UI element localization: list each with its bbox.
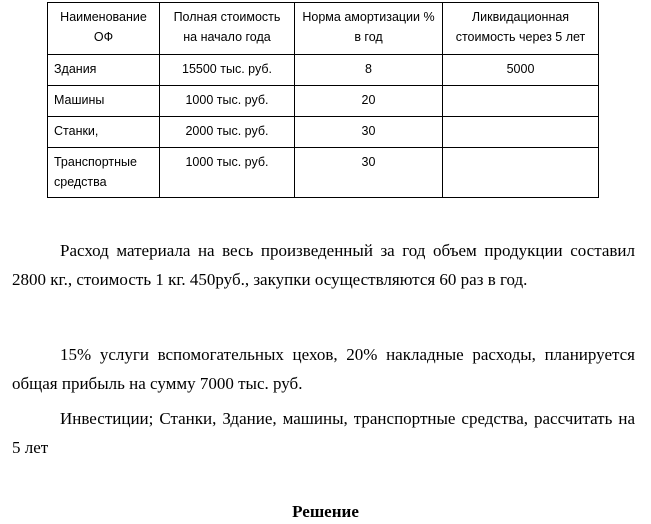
table-row — [48, 148, 599, 198]
table-header-row — [48, 3, 599, 55]
header-depreciation-rate: Норма амортизации % в год — [295, 3, 443, 55]
table-row — [48, 117, 599, 148]
header-salvage-value: Ликвидационная стоимость через 5 лет — [443, 3, 599, 55]
paragraph-text: Инвестиции; Станки, Здание, машины, транспортные средства, рассчитать на 5 лет — [12, 409, 635, 457]
cell-asset-name: Здания — [48, 55, 160, 86]
cell-salvage-value: 5000 — [443, 55, 599, 86]
cell-asset-name: Транспортные средства — [48, 148, 160, 198]
cell-initial-cost: 15500 тыс. руб. — [160, 55, 295, 86]
cell-initial-cost: 2000 тыс. руб. — [160, 117, 295, 148]
paragraph-investments — [12, 404, 635, 462]
header-asset-name: Наименование ОФ — [48, 3, 160, 55]
cell-initial-cost: 1000 тыс. руб. — [160, 86, 295, 117]
paragraph-text: 15% услуги вспомогательных цехов, 20% накладные расходы, планируется общая прибыль на сумму 7000 тыс. руб. — [12, 345, 635, 393]
cell-depreciation-rate: 8 — [295, 55, 443, 86]
paragraph-material-consumption — [12, 236, 635, 294]
header-initial-cost: Полная стоимость на начало года — [160, 3, 295, 55]
cell-asset-name: Машины — [48, 86, 160, 117]
cell-salvage-value — [443, 148, 599, 198]
cell-depreciation-rate: 30 — [295, 148, 443, 198]
solution-heading: Решение — [292, 502, 359, 521]
paragraph-text: Расход материала на весь произведенный за год объем продукции составил 2800 кг., стоимость 1 кг. 450руб., закупки осуществляются 60 раз в год. — [12, 241, 635, 289]
cell-asset-name: Станки, — [48, 117, 160, 148]
cell-depreciation-rate: 20 — [295, 86, 443, 117]
table-row — [48, 86, 599, 117]
cell-initial-cost: 1000 тыс. руб. — [160, 148, 295, 198]
cell-salvage-value — [443, 117, 599, 148]
cell-salvage-value — [443, 86, 599, 117]
fixed-assets-table — [47, 2, 599, 198]
cell-depreciation-rate: 30 — [295, 117, 443, 148]
table-row — [48, 55, 599, 86]
paragraph-overheads-profit — [12, 340, 635, 398]
